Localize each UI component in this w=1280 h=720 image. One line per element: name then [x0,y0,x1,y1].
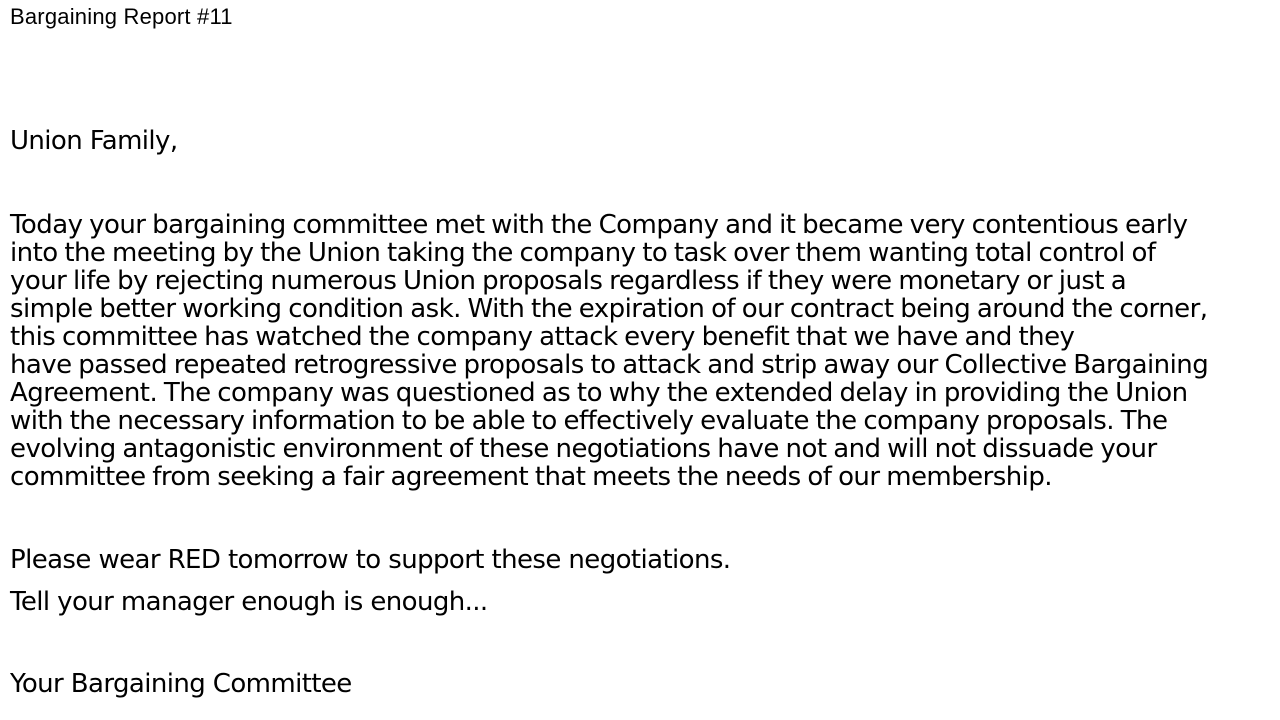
body-line: this committee has watched the company attack every benefit that we have and they [10,322,1075,352]
body-line: with the necessary information to be able to effectively evaluate the company proposals. The [10,406,1168,436]
body-line: into the meeting by the Union taking the company to task over them wanting total control of [10,238,1156,268]
signature: Your Bargaining Committee [10,669,352,699]
body-line: Today your bargaining committee met with the Company and it became very contentious early [10,210,1188,240]
call-to-action-red: Please wear RED tomorrow to support these negotiations. [10,545,731,575]
document-page [10,0,1272,720]
body-line: committee from seeking a fair agreement that meets the needs of our membership. [10,462,1053,492]
greeting: Union Family, [10,126,178,156]
body-line: simple better working condition ask. With the expiration of our contract being around the corner, [10,294,1208,324]
body-line: Agreement. The company was questioned as to why the extended delay in providing the Union [10,378,1188,408]
call-to-action-manager: Tell your manager enough is enough... [10,587,488,617]
body-line: have passed repeated retrogressive proposals to attack and strip away our Collective Bargaining [10,350,1209,380]
body-line: your life by rejecting numerous Union proposals regardless if they were monetary or just a [10,266,1127,296]
body-paragraph [10,211,1272,491]
report-title: Bargaining Report #11 [10,4,233,29]
body-line: evolving antagonistic environment of these negotiations have not and will not dissuade your [10,434,1157,464]
